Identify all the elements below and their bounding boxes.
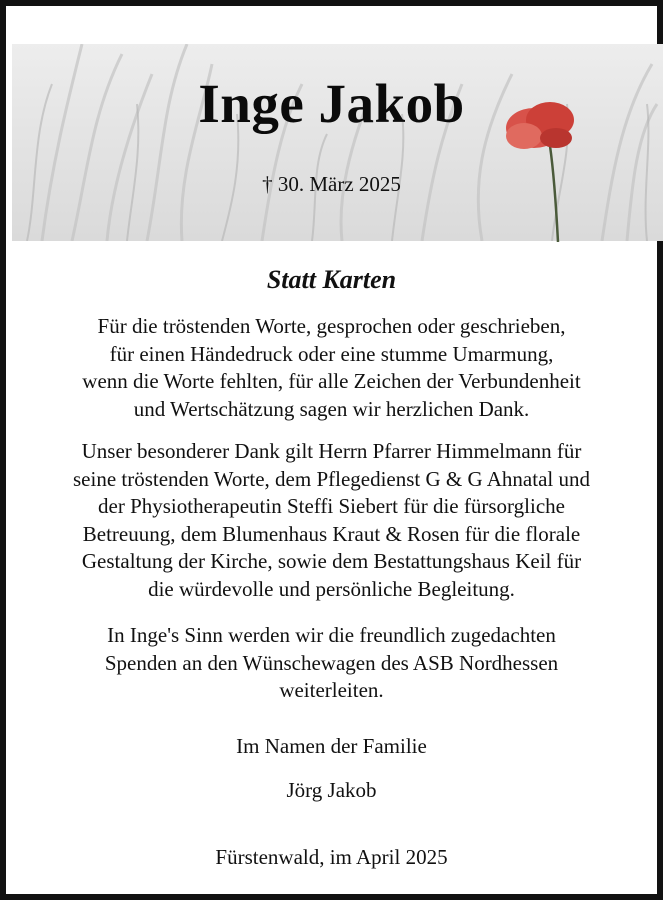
text-line: für einen Händedruck oder eine stumme Umarmung, <box>109 341 554 366</box>
text-line: Unser besonderer Dank gilt Herrn Pfarrer Himmelmann für <box>81 439 582 463</box>
special-thanks-paragraph <box>26 438 637 604</box>
death-date: † 30. März 2025 <box>262 172 401 196</box>
deceased-name: Inge Jakob <box>198 73 465 134</box>
text-line: die würdevolle und persönliche Begleitung. <box>148 576 515 601</box>
notice-heading: Statt Karten <box>266 265 397 294</box>
family-line: Im Namen der Familie <box>236 734 427 758</box>
text-line: weiterleiten. <box>279 678 384 703</box>
text-line: Spenden an den Wünschewagen des ASB Nordhessen <box>104 650 559 675</box>
text-line: wenn die Worte fehlten, für alle Zeichen der Verbundenheit <box>82 369 581 394</box>
place-date: Fürstenwald, im April 2025 <box>215 845 448 869</box>
text-line: und Wertschätzung sagen wir herzlichen Dank. <box>133 396 530 421</box>
text-line: der Physiotherapeutin Steffi Siebert für die fürsorgliche <box>98 494 565 519</box>
text-line: Gestaltung der Kirche, sowie dem Bestattungshaus Keil für <box>81 549 582 574</box>
thanks-paragraph <box>26 313 637 423</box>
signer-name: Jörg Jakob <box>286 778 377 802</box>
text-line: Für die tröstenden Worte, gesprochen oder geschrieben, <box>97 314 566 338</box>
donation-paragraph <box>26 622 637 705</box>
text-line: In Inge's Sinn werden wir die freundlich zugedachten <box>107 623 556 647</box>
text-line: Betreuung, dem Blumenhaus Kraut & Rosen für die florale <box>82 521 581 546</box>
text-line: seine tröstenden Worte, dem Pflegedienst G & G Ahnatal und <box>73 466 590 491</box>
